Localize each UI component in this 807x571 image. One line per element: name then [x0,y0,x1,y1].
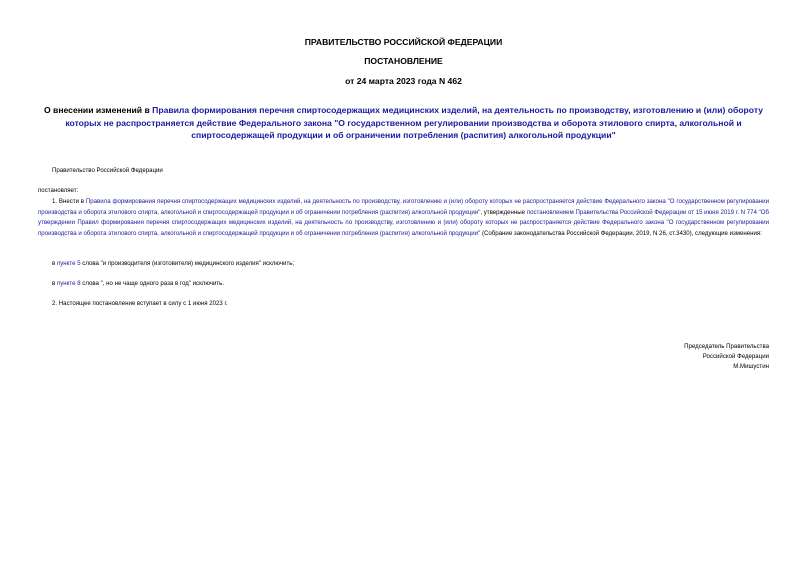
title-prefix: О внесении изменений в [43,105,153,115]
change-2-prefix: в [52,280,57,287]
signature-name: М.Мишустин [733,363,769,370]
signature-position-line-2: Российской Федерации [702,353,769,360]
change-1-link[interactable]: пункте 5 [56,260,81,267]
change-1-prefix: в [52,260,57,267]
date-number-heading: от 24 марта 2023 года N 462 [345,76,462,86]
item-1-prefix: 1. Внести в [52,198,86,205]
doc-type-heading: ПОСТАНОВЛЕНИЕ [364,56,443,66]
document-title [38,104,769,142]
change-1-line [52,259,294,270]
change-2-suffix: слова ", но не чаще одного раза в год" исключить. [80,280,225,287]
change-2-line [52,279,224,290]
change-1-suffix: слова "и производителя (изготовителя) медицинского изделия" исключить; [80,260,295,267]
item-2-paragraph: 2. Настоящее постановление вступает в силу с 1 июня 2023 г. [52,300,228,307]
title-link[interactable]: Правила формирования перечня спиртосодержащих медицинских изделий, на деятельность по производству, изготовлению и (или) обороту которых не распространяется действие Федерального закона "О государственном регулировании производства и оборота этилового спирта, алкогольной и спиртосодержащей продукции и об ограничении потребления (распития) алкогольной продукции" [65,105,764,140]
item-1-rules-link[interactable]: Правила формирования перечня спиртосодержащих медицинских изделий, на деятельность по производству, изготовлению и (или) обороту которых не распространяется действие Федерального закона "О государственном регулировании производства и оборота этилового спирта, алкогольной и спиртосодержащей продукции и об ограничении потребления (распития) алкогольной продукции" [38,198,769,216]
decrees-text: постановляет: [38,187,79,194]
item-1-decree-link[interactable]: постановлением Правительства Российской Федерации от 15 июня 2019 г. N 774 "Об утверждении Правил формирования перечня спиртосодержащих медицинских изделий, на деятельность по производству, изготовлению и (или) обороту которых не распространяется действие Федерального закона "О государственном регулировании производства и оборота этилового спирта, алкогольной и спиртосодержащей продукции и об ограничении потребления (распития) алкогольной продукции" [38,208,770,237]
change-2-link[interactable]: пункте 8 [56,280,81,287]
item-1-suffix: (Собрание законодательства Российской Федерации, 2019, N 26, ст.3430), следующие изменения: [480,229,762,237]
signature-position-line-1: Председатель Правительства [684,343,769,350]
issuer-text: Правительство Российской Федерации [52,167,163,174]
item-1-middle: , утвержденные [480,208,527,216]
item-1-paragraph [38,197,769,239]
authority-heading: ПРАВИТЕЛЬСТВО РОССИЙСКОЙ ФЕДЕРАЦИИ [304,37,503,47]
